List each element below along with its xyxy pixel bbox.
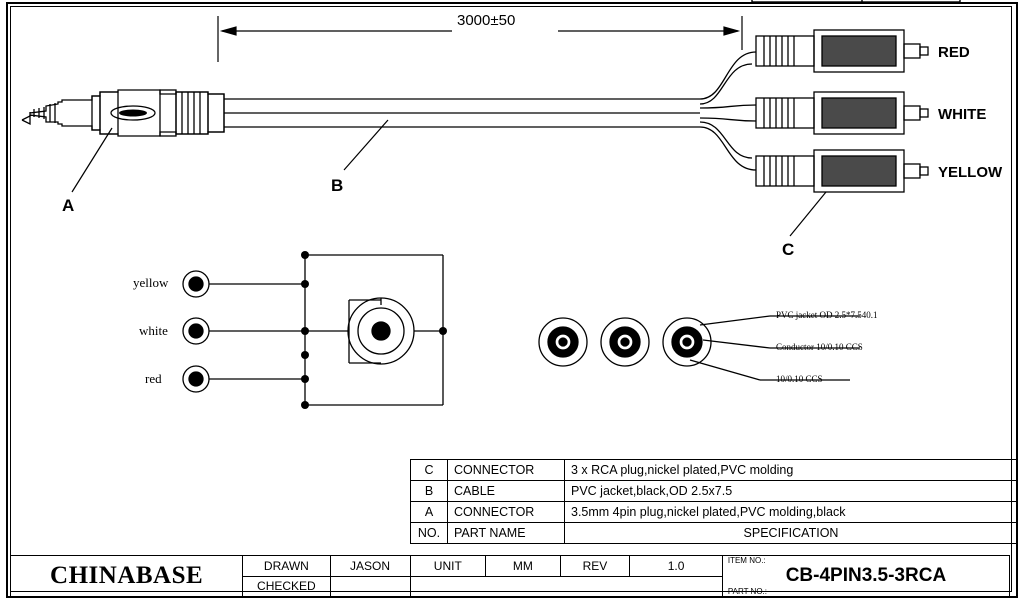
table-row [411,481,1018,502]
pinout-label-white: white [139,323,168,338]
spec-header-part: PART NAME [448,523,565,544]
part-no-label: PART NO.: [727,587,767,596]
spec-header-no: NO. [411,523,448,544]
length-dimension-label: 3000±50 [457,12,516,29]
pinout-label-yellow: yellow [133,275,169,290]
callout-c: C [782,240,795,259]
rev-label: REV [560,556,630,577]
note-pvc-jacket: PVC jacket OD 2.5*7.540.1 [776,310,878,320]
specification-table [410,459,1018,544]
title-block [10,555,1010,597]
title-block-blank [410,576,722,597]
table-row [411,502,1018,523]
unit-label: UNIT [410,556,485,577]
spec-part: CONNECTOR [448,460,565,481]
spec-part: CABLE [448,481,565,502]
table-header-row [411,523,1018,544]
spec-no: B [411,481,448,502]
spec-desc: 3 x RCA plug,nickel plated,PVC molding [565,460,1018,481]
spec-header-spec: SPECIFICATION [565,523,1018,544]
spec-no: A [411,502,448,523]
spec-desc: 3.5mm 4pin plug,nickel plated,PVC molding,black [565,502,1018,523]
callout-a: A [62,196,75,215]
note-conductor: Conductor 10/0.10 CCS [776,342,863,352]
checked-value [330,576,410,597]
rev-value: 1.0 [630,556,723,577]
spec-desc: PVC jacket,black,OD 2.5x7.5 [565,481,1018,502]
spec-no: C [411,460,448,481]
company-name: CHINABASE [11,556,243,597]
connector-label-white: WHITE [938,106,987,123]
checked-label: CHECKED [243,576,330,597]
table-row [411,460,1018,481]
spec-part: CONNECTOR [448,502,565,523]
unit-value: MM [486,556,561,577]
connector-label-yellow: YELLOW [938,164,1003,181]
note-ccs: 10/0.10 CCS [776,374,823,384]
connector-label-red: RED [938,44,970,61]
drawn-label: DRAWN [243,556,330,577]
item-no-label: ITEM NO.: [727,556,766,565]
callout-b: B [331,176,344,195]
item-no-value: CB-4PIN3.5-3RCA [785,565,947,586]
drawn-value: JASON [330,556,410,577]
pinout-label-red: red [145,371,162,386]
